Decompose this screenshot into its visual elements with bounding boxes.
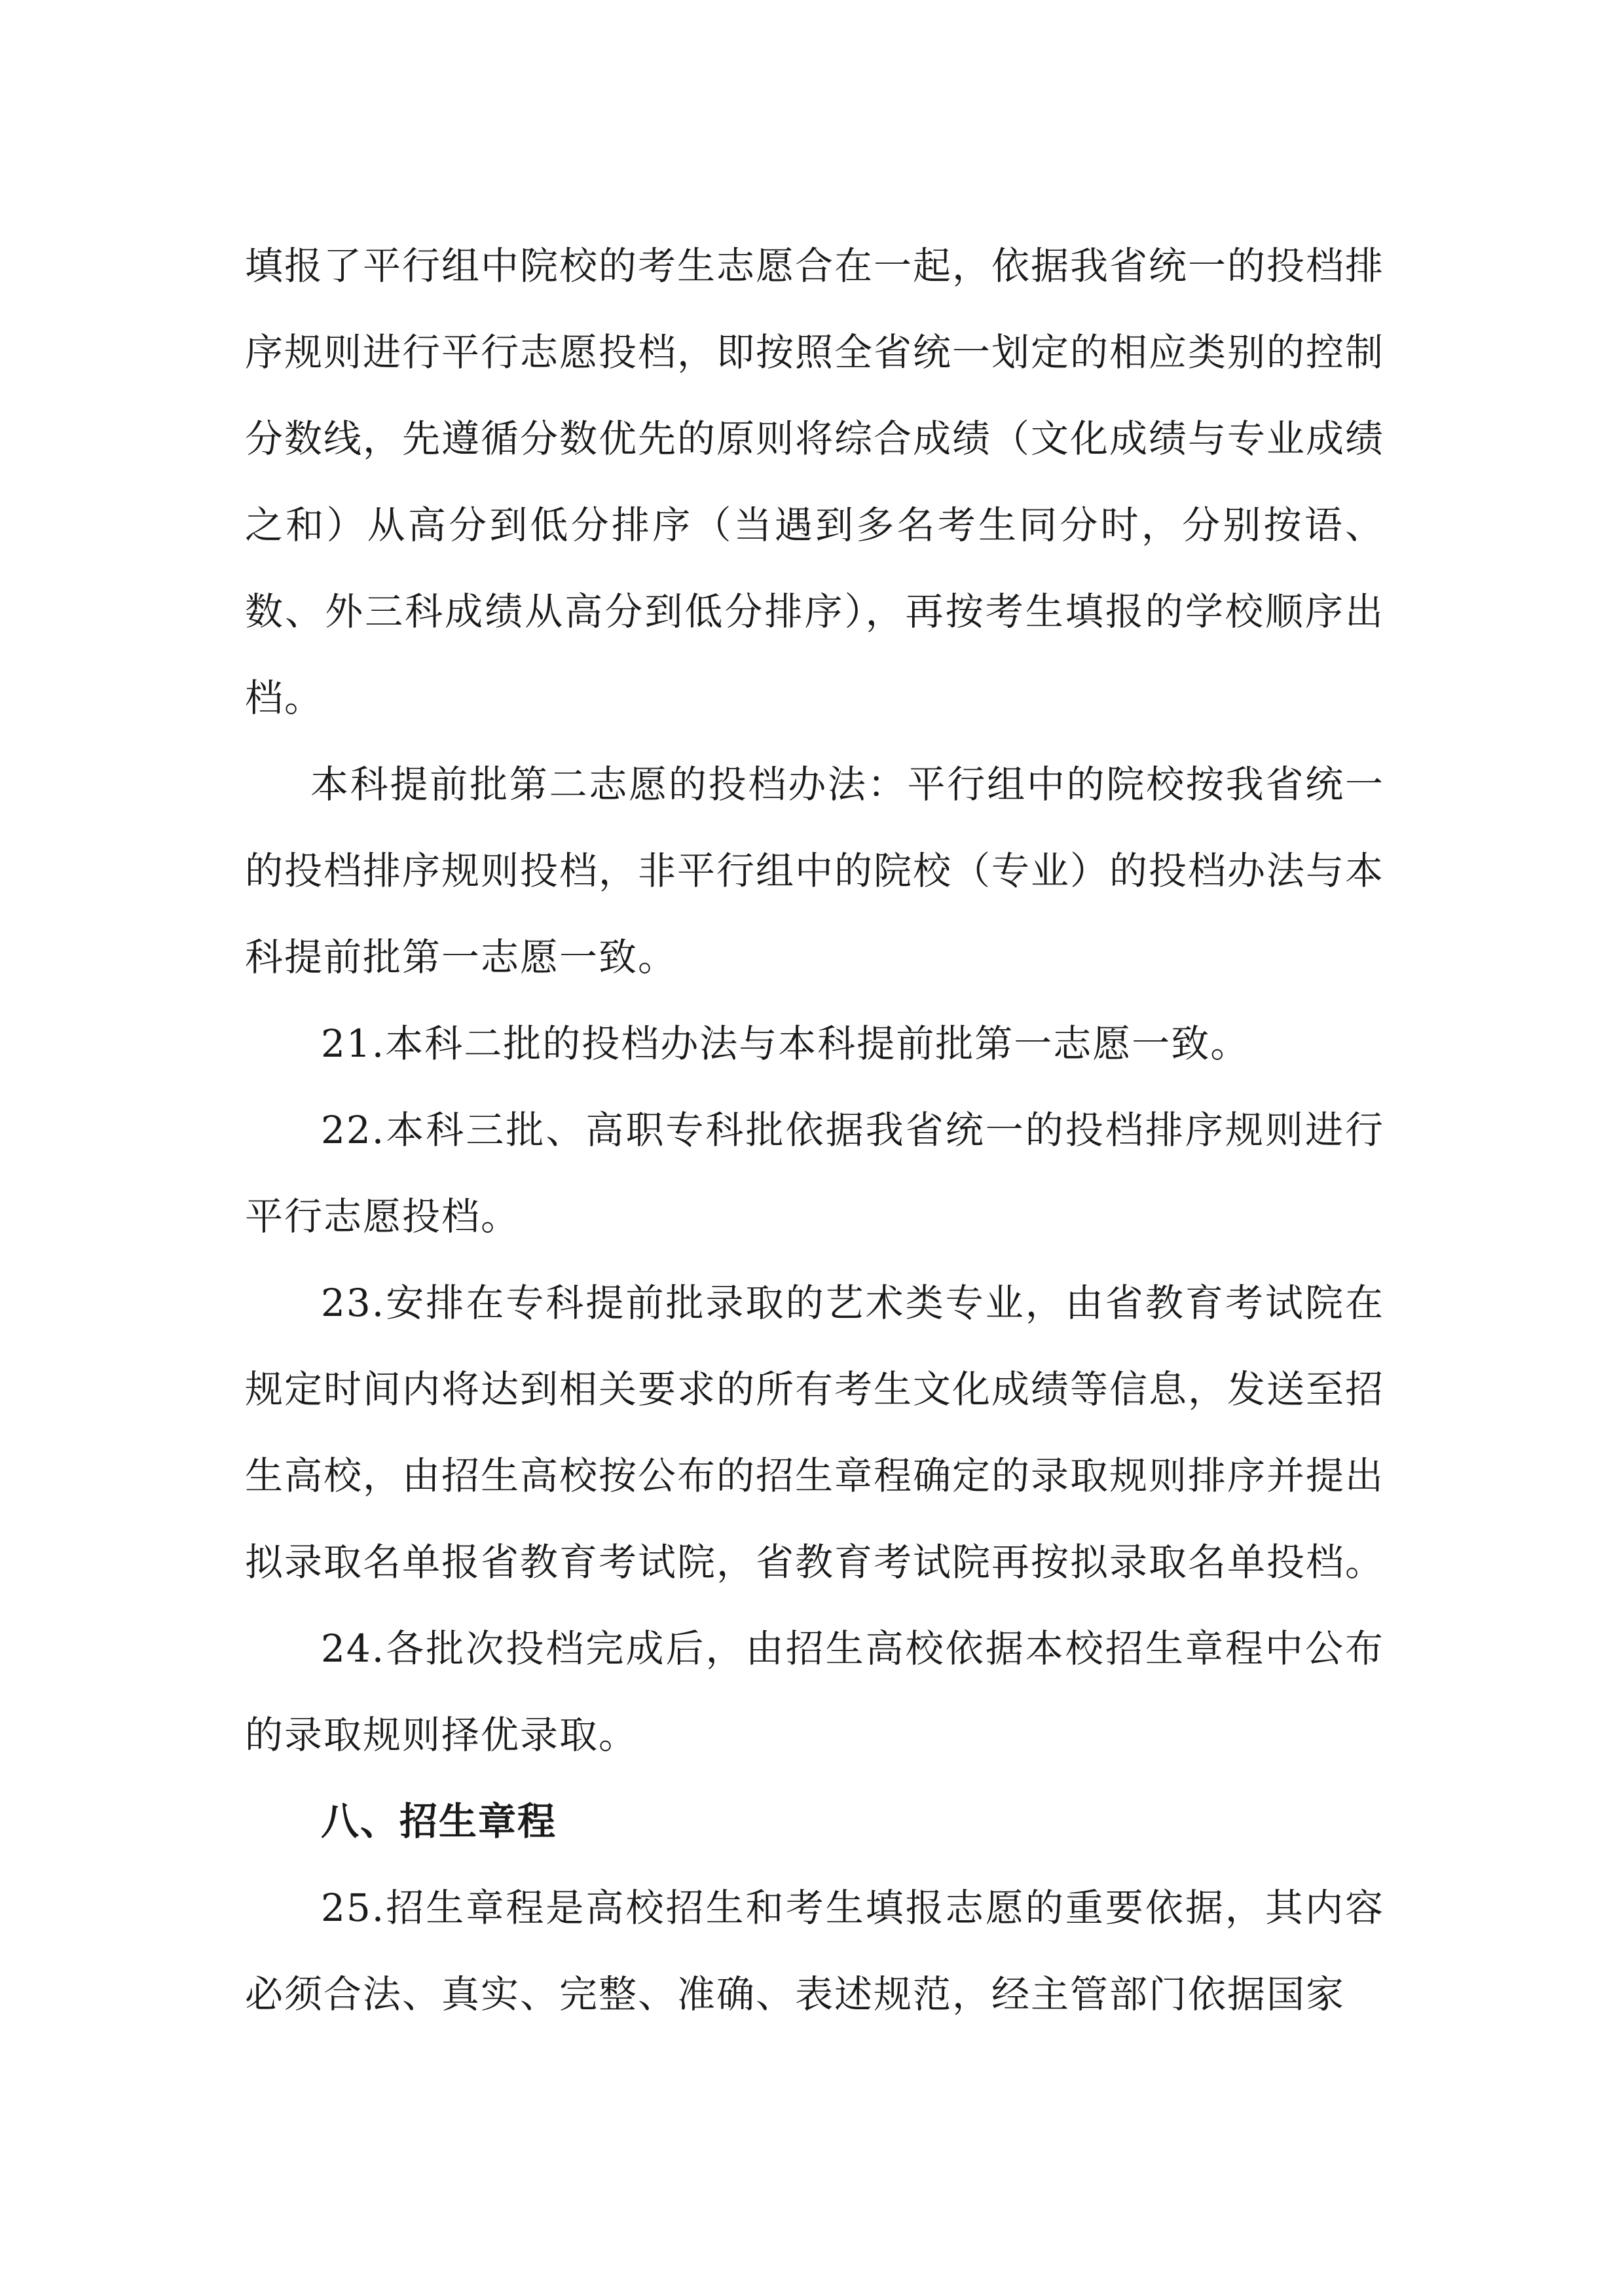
paragraph-item-25: 25.招生章程是高校招生和考生填报志愿的重要依据，其内容必须合法、真实、完整、准确、表述规范，经主管部门依据国家	[245, 1886, 1384, 2016]
paragraph-second-choice: 本科提前批第二志愿的投档办法：平行组中的院校按我省统一的投档排序规则投档，非平行组中的院校（专业）的投档办法与本科提前批第一志愿一致。	[245, 762, 1385, 979]
paragraph-item-23: 23.安排在专科提前批录取的艺术类专业，由省教育考试院在规定时间内将达到相关要求的所有考生文化成绩等信息，发送至招生高校，由招生高校按公布的招生章程确定的录取规则排序并提出拟录取名单报省教育考试院，省教育考试院再按拟录取名单投档。	[245, 1281, 1385, 1584]
paragraph-continuation: 填报了平行组中院校的考生志愿合在一起，依据我省统一的投档排序规则进行平行志愿投档，即按照全省统一划定的相应类别的控制分数线，先遵循分数优先的原则将综合成绩（文化成绩与专业成绩之和）从高分到低分排序（当遇到多名考生同分时，分别按语、数、外三科成绩从高分到低分排序），再按考生填报的学校顺序出档。	[245, 244, 1385, 720]
section-heading: 八、招生章程	[321, 1799, 557, 1844]
paragraph-item-21: 21.本科二批的投档办法与本科提前批第一志愿一致。	[321, 1021, 1250, 1066]
paragraph-item-22: 22.本科三批、高职专科批依据我省统一的投档排序规则进行平行志愿投档。	[245, 1108, 1384, 1239]
document-body	[245, 223, 1384, 2037]
paragraph-item-24: 24.各批次投档完成后，由招生高校依据本校招生章程中公布的录取规则择优录取。	[245, 1626, 1384, 1757]
